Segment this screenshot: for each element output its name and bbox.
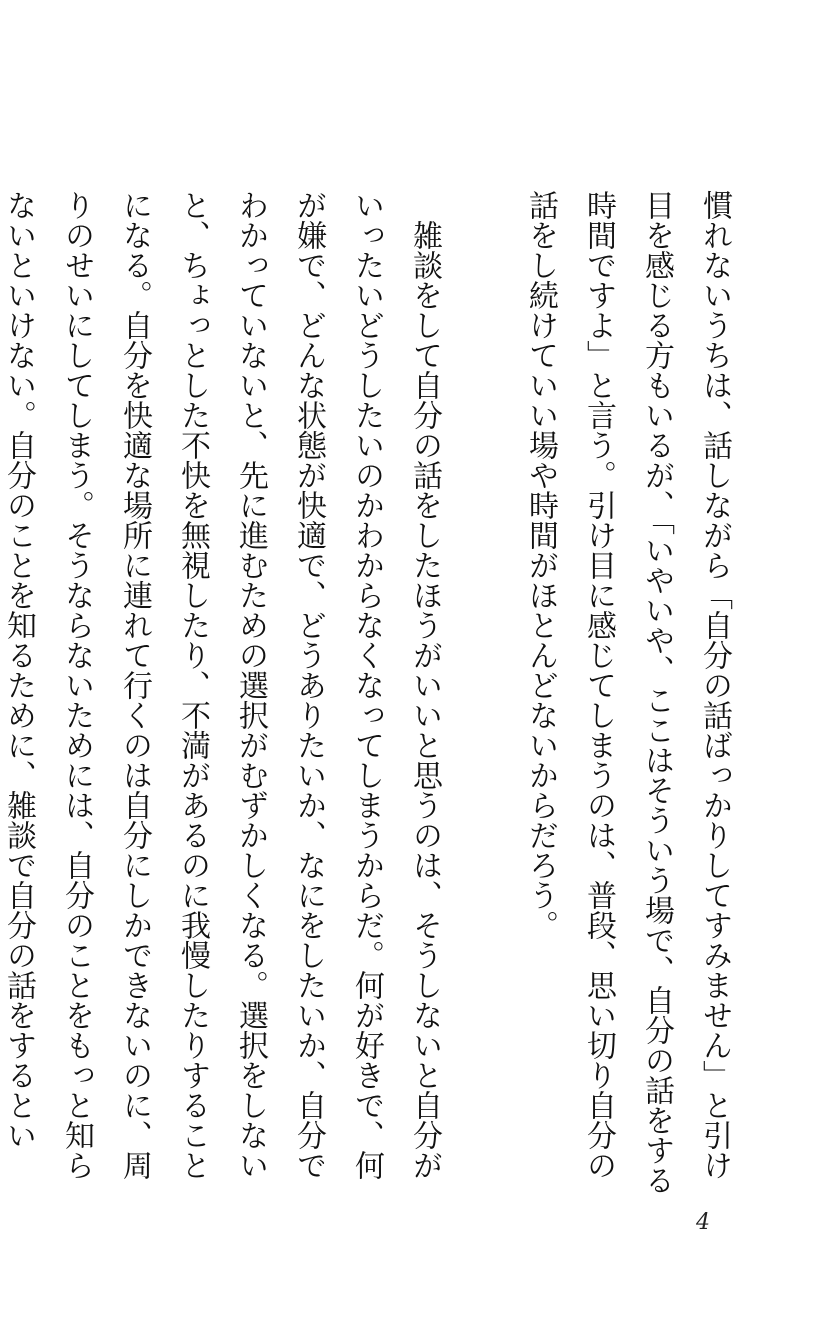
vertical-body-text [0, 190, 743, 1200]
page-number: 4 [696, 1210, 710, 1235]
paragraph-2: 雑談をして自分の話をしたほうがいいと思うのは、そうしないと自分がいったいどうしたいのかわからなくなってしまうからだ。何が好きで、何が嫌で、どんな状態が快適で、どうありたいか、なにをしたいか、自分でわかっていないと、先に進むための選択がむずかしくなる。選択をしないと、ちょっとした不快を無視したり、不満があるのに我慢したりすることになる。自分を快適な場所に連れて行くのは自分にしかできないのに、周りのせいにしてしまう。そうならないためには、自分のことをもっと知らないといけない。自分のことを知るために、雑談で自分の話をするとい [1, 190, 442, 1180]
paragraph-1: 慣れないうちは、話しながら「自分の話ばっかりしてすみません」と引け目を感じる方もいるが、「いやいや、ここはそういう場で、自分の話をする時間ですよ」と言う。引け目に感じてしまうのは、普段、思い切り自分の話をし続けていい場や時間がほとんどないからだろう。 [523, 190, 732, 1195]
